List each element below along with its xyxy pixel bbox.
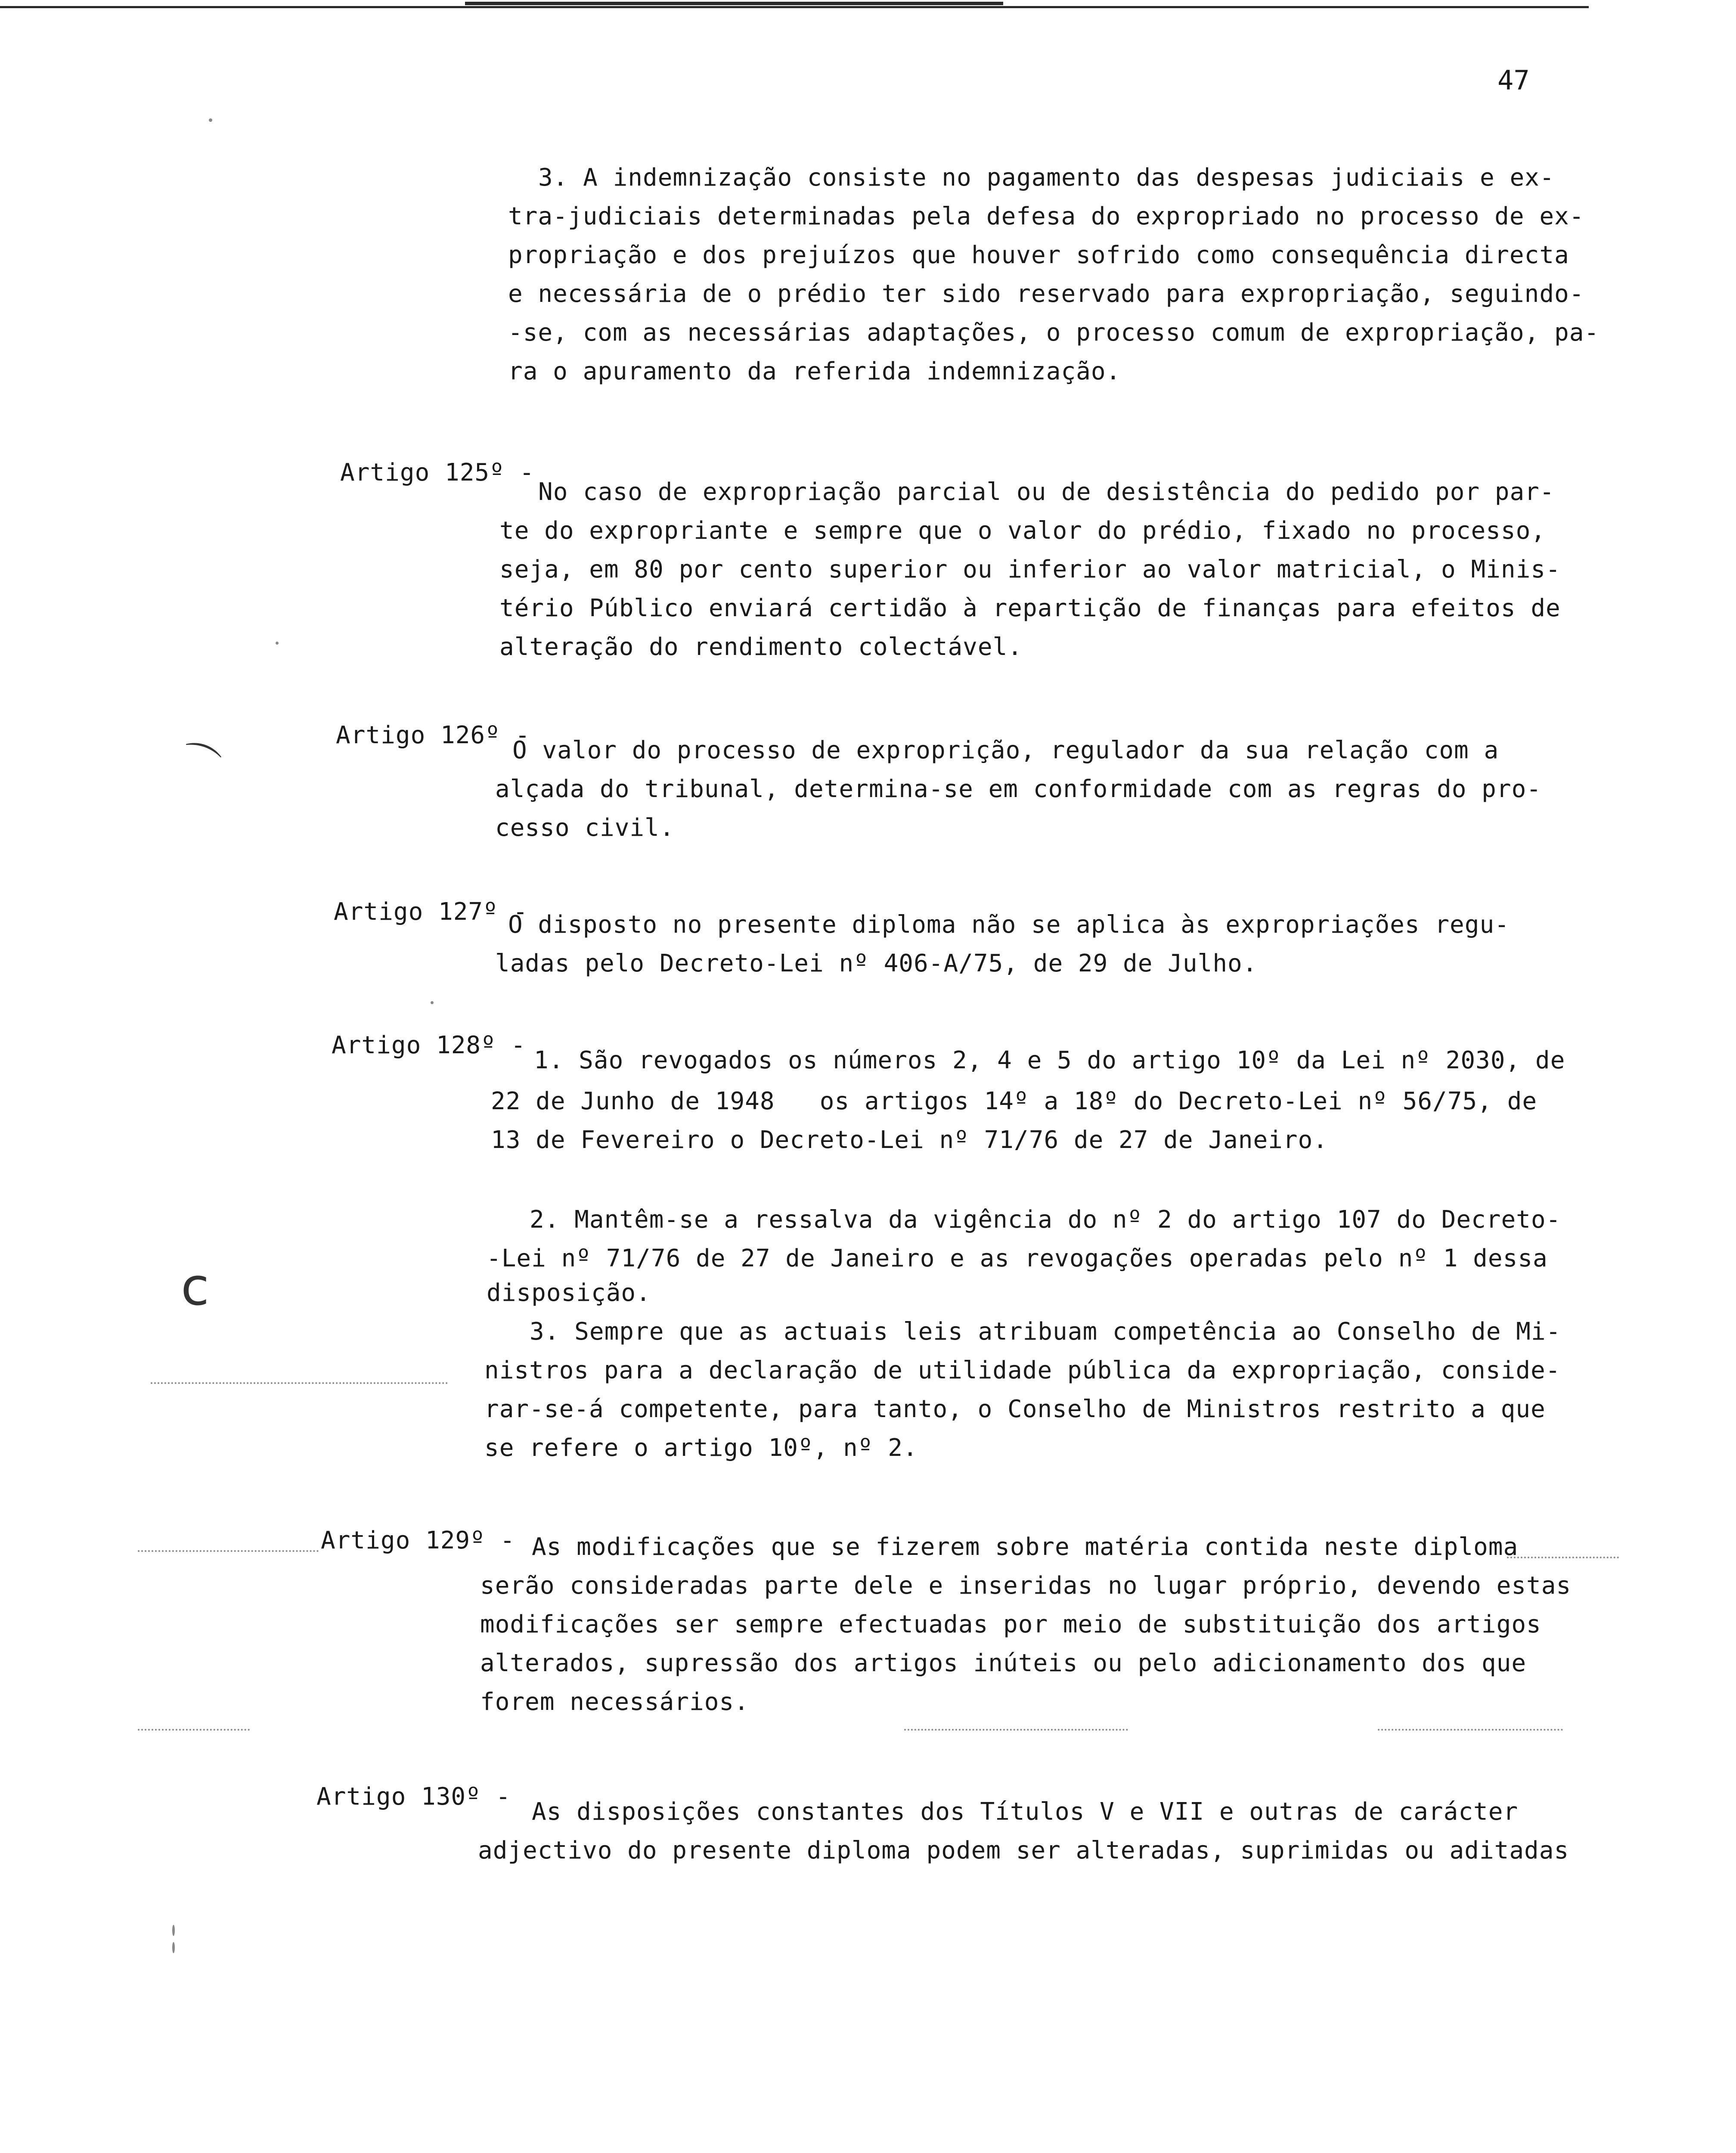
text-line: alterados, supressão dos artigos inúteis ou pelo adicionamento dos que [480, 1649, 1527, 1677]
scan-artifact [1378, 1729, 1563, 1731]
text-line: -Lei nº 71/76 de 27 de Janeiro e as revogações operadas pelo nº 1 dessa [487, 1244, 1548, 1272]
text-line: forem necessários. [480, 1688, 749, 1716]
text-line: adjectivo do presente diploma podem ser alteradas, suprimidas ou aditadas [478, 1837, 1569, 1864]
text-line: O valor do processo de exproprição, regulador da sua relação com a [512, 736, 1499, 764]
text-line: se refere o artigo 10º, nº 2. [484, 1434, 918, 1462]
text-line: disposição. [487, 1279, 651, 1307]
scan-artifact [1507, 1557, 1619, 1558]
scan-artifact [138, 1550, 319, 1552]
text-line: propriação e dos prejuízos que houver sofrido como consequência directa [508, 241, 1569, 269]
scan-speck [209, 118, 212, 122]
article-label: Artigo 129º - [321, 1526, 515, 1554]
text-line: As modificações que se fizerem sobre matéria contida neste diploma [532, 1533, 1519, 1561]
top-rule [0, 6, 1589, 8]
text-line: No caso de expropriação parcial ou de desistência do pedido por par- [538, 478, 1555, 506]
text-line: tério Público enviará certidão à repartição de finanças para efeitos de [499, 594, 1561, 622]
text-line: rar-se-á competente, para tanto, o Conselho de Ministros restrito a que [484, 1395, 1546, 1423]
scan-artifact [151, 1382, 448, 1384]
text-line: serão consideradas parte dele e inseridas no lugar próprio, devendo estas [480, 1572, 1572, 1600]
top-rule-accent [465, 2, 1003, 5]
article-label: Artigo 127º - [334, 898, 528, 926]
text-line: te do expropriante e sempre que o valor do prédio, fixado no processo, [499, 517, 1546, 545]
margin-tick-mark: ⌒ [173, 735, 225, 791]
text-line: ladas pelo Decreto-Lei nº 406-A/75, de 29 de Julho. [495, 949, 1258, 977]
article-label: Artigo 126º - [336, 721, 530, 749]
text-line: 3. A indemnização consiste no pagamento das despesas judiciais e ex- [538, 164, 1555, 192]
text-line: O disposto no presente diploma não se aplica às expropriações regu- [508, 911, 1510, 939]
text-line: 13 de Fevereiro o Decreto-Lei nº 71/76 de 27 de Janeiro. [491, 1126, 1328, 1154]
scan-artifact [904, 1729, 1128, 1731]
article-label: Artigo 130º - [316, 1783, 511, 1811]
scan-speck [431, 1001, 434, 1004]
scan-speck [172, 1925, 175, 1936]
text-line: nistros para a declaração de utilidade pública da expropriação, conside- [484, 1356, 1561, 1384]
text-line: tra-judiciais determinadas pela defesa do expropriado no processo de ex- [508, 202, 1584, 230]
margin-bracket-mark: ᴄ [181, 1257, 209, 1317]
text-line: 22 de Junho de 1948 os artigos 14º a 18º do Decreto-Lei nº 56/75, de [491, 1087, 1538, 1115]
text-line: As disposições constantes dos Títulos V e VII e outras de carácter [532, 1798, 1519, 1826]
article-label: Artigo 125º - [340, 459, 535, 487]
text-line: 2. Mantêm-se a ressalva da vigência do nº 2 do artigo 107 do Decreto- [530, 1206, 1561, 1234]
text-line: alçada do tribunal, determina-se em conformidade com as regras do pro- [495, 775, 1542, 803]
scan-artifact [138, 1729, 250, 1731]
text-line: -se, com as necessárias adaptações, o processo comum de expropriação, pa- [508, 319, 1600, 347]
text-line: modificações ser sempre efectuadas por meio de substituição dos artigos [480, 1610, 1541, 1638]
page-number: 47 [1497, 65, 1530, 96]
text-line: seja, em 80 por cento superior ou inferior ao valor matricial, o Minis- [499, 555, 1561, 583]
text-line: e necessária de o prédio ter sido reservado para expropriação, seguindo- [508, 280, 1584, 308]
scan-speck [276, 642, 279, 645]
text-line: alteração do rendimento colectável. [499, 633, 1023, 661]
text-line: 3. Sempre que as actuais leis atribuam competência ao Conselho de Mi- [530, 1318, 1561, 1346]
text-line: 1. São revogados os números 2, 4 e 5 do artigo 10º da Lei nº 2030, de [534, 1046, 1566, 1074]
article-label: Artigo 128º - [332, 1031, 526, 1059]
scan-speck [172, 1942, 175, 1953]
text-line: ra o apuramento da referida indemnização. [508, 357, 1121, 385]
text-line: cesso civil. [495, 814, 675, 842]
